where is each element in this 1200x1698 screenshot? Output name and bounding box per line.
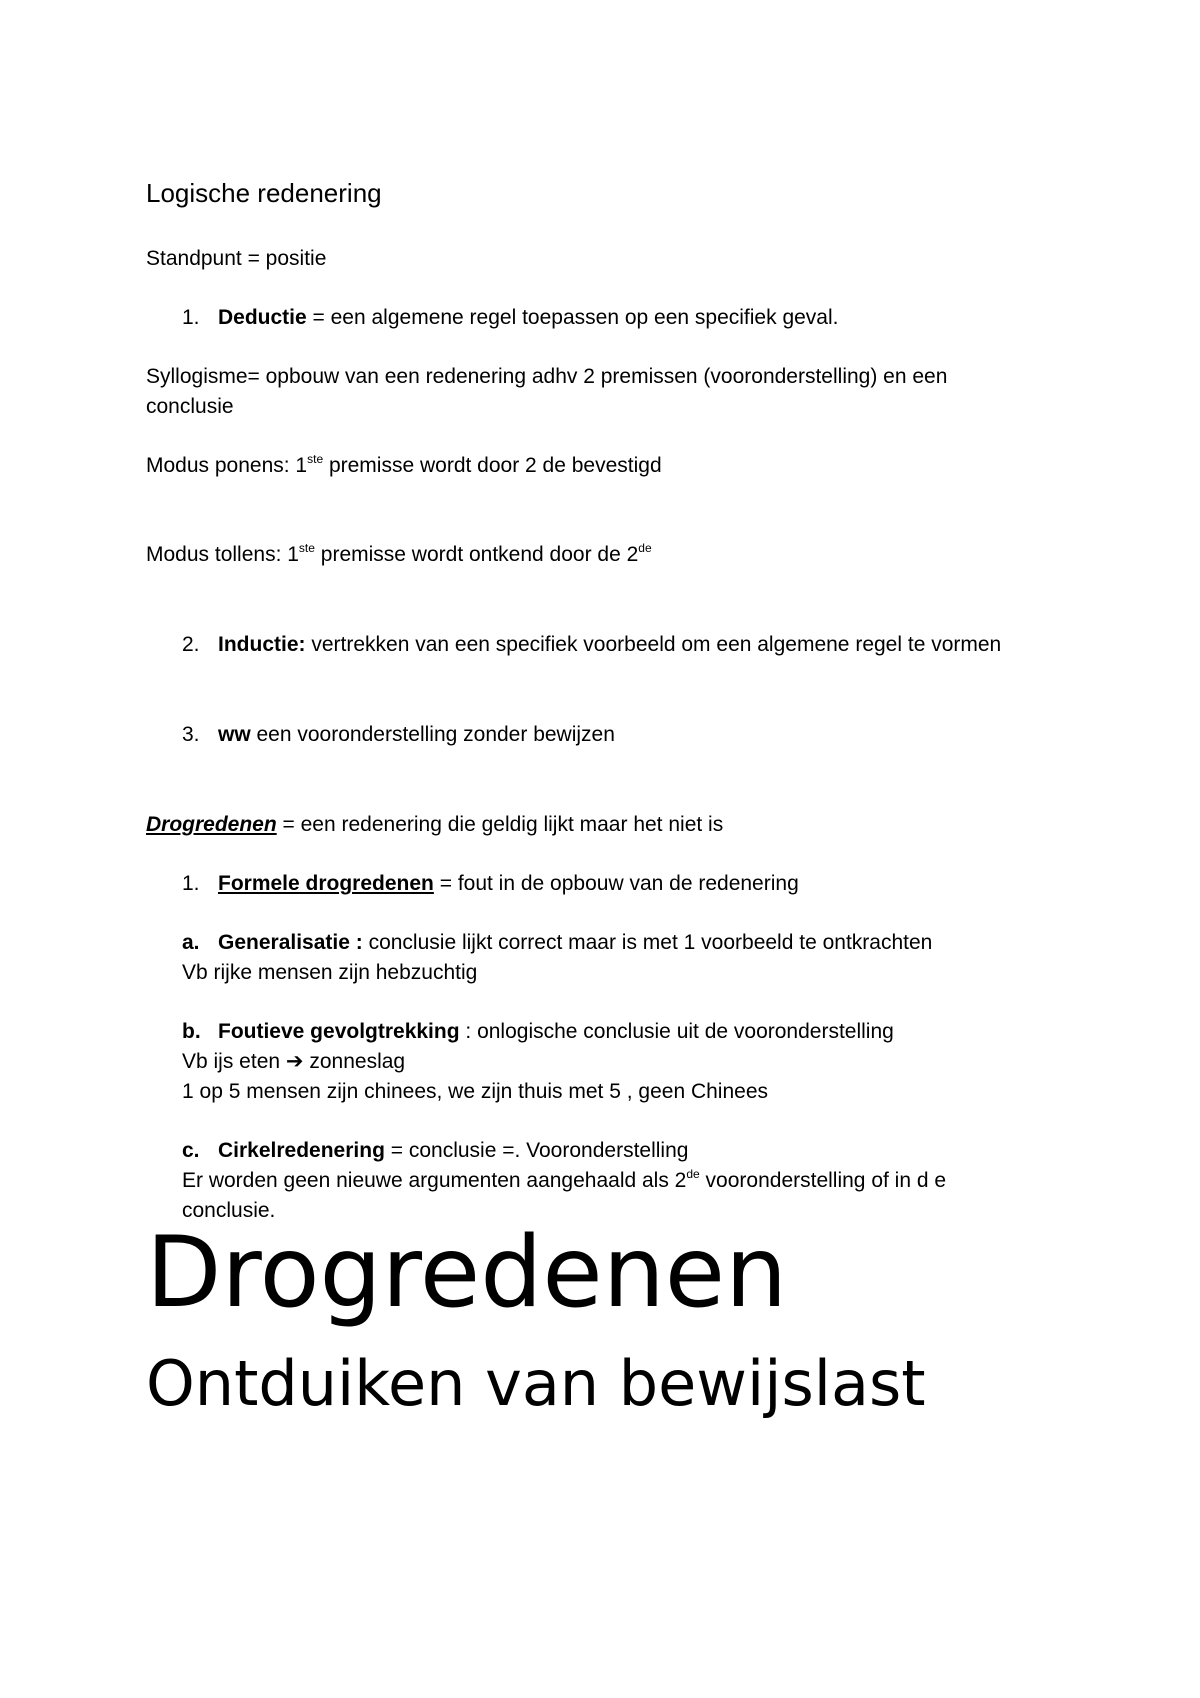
cirkelredenering-term: Cirkelredenering [218, 1139, 385, 1162]
standpunt-line: Standpunt = positie [146, 247, 327, 270]
syllogisme-line2: conclusie [146, 395, 234, 418]
drogredenen-term: Drogredenen [146, 813, 277, 836]
generalisatie-term: Generalisatie : [218, 931, 363, 954]
foutieve-gevolgtrekking-term: Foutieve gevolgtrekking [218, 1020, 460, 1043]
inductie-text: vertrekken van een specifiek voorbeeld om een algemene regel te vormen [305, 633, 1002, 656]
list-number: 3. [182, 723, 200, 746]
inductie-term: Inductie: [218, 633, 306, 656]
deductie-term: Deductie [218, 306, 307, 329]
sub-item-c-text-2: conclusie. [182, 1199, 276, 1222]
sub-item-b-example: Vb ijs eten ➔ zonneslag [182, 1050, 406, 1073]
big-subtitle: Ontduiken van bewijslast [146, 1347, 926, 1420]
sub-item-c-text: Er worden geen nieuwe argumenten aangehaald als 2de vooronderstelling of in d e [182, 1167, 947, 1192]
deductie-text: = een algemene regel toepassen op een specifiek geval. [306, 306, 839, 329]
page-title: Logische redenering [146, 178, 382, 208]
item-3-term: ww [218, 723, 251, 746]
formele-term: Formele drogredenen [218, 872, 434, 895]
syllogisme-line1: Syllogisme= opbouw van een redenering adhv 2 premissen (vooronderstelling) en een [146, 365, 948, 388]
item-3-text: een vooronderstelling zonder bewijzen [250, 723, 615, 746]
sub-item-b-example-2: 1 op 5 mensen zijn chinees, we zijn thuis met 5 , geen Chinees [182, 1080, 769, 1103]
drogredenen-line: Drogredenen = een redenering die geldig lijkt maar het niet is [146, 813, 724, 836]
modus-ponens-line: Modus ponens: 1ste premisse wordt door 2 de bevestigd [146, 452, 662, 477]
modus-tollens-line: Modus tollens: 1ste premisse wordt ontkend door de 2de [146, 541, 652, 566]
big-title: Drogredenen [146, 1216, 788, 1330]
list-number: 1. [182, 872, 200, 895]
arrow-right-icon: ➔ [285, 1050, 304, 1073]
list-number: 2. [182, 633, 200, 656]
document-page: Logische redenering Standpunt = positie 1. Deductie = een algemene regel toepassen op een specifiek geval. Syllogisme= opbouw van een redenering adhv 2 premissen (vooronderstelling) en een conclusie Modus ponens: 1ste premisse wordt door 2 de bevestigd Modus tollens: 1ste premisse wordt ontkend door de 2de 2. Inductie: vertrekken van een specifiek voorbeeld om een algemene regel te vormen 3. ww een vooronderstelling zonder bewijzen Drogredenen = een redenering die geldig lijkt maar het niet is 1. Formele drogredenen = fout in de opbouw van de redenering a. Generalisatie : conclusie lijkt correct maar is met 1 voorbeeld te ontkrachten Vb rijke mensen zijn hebzuchtig b. Foutieve gevolgtrekking : onlogische conclusie uit de vooronderstelling Vb ijs eten ➔ zonneslag 1 op 5 mensen zijn chinees, we zijn thuis met 5 , geen Chinees c. Cirkelredenering = conclusie =. Vooronderstelling Er worden geen nieuwe argumenten aangehaald als 2de vooronderstelling of in d e conclusie. Drogredenen Ontduiken van bewijslast [146, 178, 1002, 1420]
list-number: 1. [182, 306, 200, 329]
sub-item-a-example: Vb rijke mensen zijn hebzuchtig [182, 961, 478, 984]
